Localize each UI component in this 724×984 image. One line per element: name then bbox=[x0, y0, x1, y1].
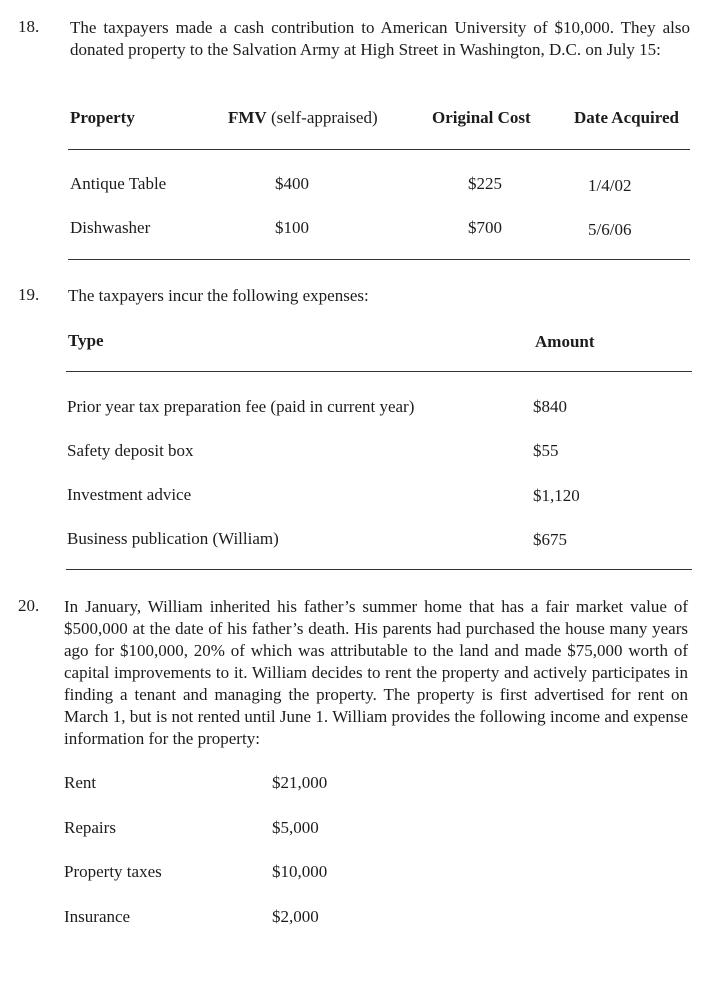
header-fmv-rest: (self-appraised) bbox=[266, 108, 378, 127]
table-18-row-2-date: 5/6/06 bbox=[588, 220, 632, 239]
table-18-row-2-cost: $700 bbox=[468, 218, 502, 237]
table-18-row-2-fmv: $100 bbox=[275, 218, 309, 237]
header-type: Type bbox=[68, 331, 104, 350]
header-property: Property bbox=[70, 108, 135, 127]
table-19-row-1-type: Prior year tax preparation fee (paid in current year) bbox=[67, 397, 415, 416]
table-19-row-4-amount: $675 bbox=[533, 530, 567, 549]
table-19-bottom-rule bbox=[66, 569, 692, 570]
table-18-row-2-property: Dishwasher bbox=[70, 218, 151, 237]
question-18-text: The taxpayers made a cash contribution to American University of $10,000. They also donated property to the Salvation Army at High Street in Washington, D.C. on July 15: bbox=[70, 18, 690, 59]
table-19-row-4-type: Business publication (William) bbox=[67, 529, 279, 548]
table-18-row-1-date: 1/4/02 bbox=[588, 176, 632, 195]
table-18-row-1-cost: $225 bbox=[468, 174, 502, 193]
q20-row-4-amount: $2,000 bbox=[272, 907, 319, 926]
header-original-cost: Original Cost bbox=[432, 108, 531, 127]
table-18-row-1-property: Antique Table bbox=[70, 174, 167, 193]
table-19-row-2-type: Safety deposit box bbox=[67, 441, 194, 460]
header-fmv-bold: FMV bbox=[228, 108, 267, 127]
table-19-header-rule bbox=[66, 371, 692, 372]
table-19-row-3-amount: $1,120 bbox=[533, 486, 580, 505]
q20-row-1-label: Rent bbox=[64, 773, 97, 792]
q20-row-2-amount: $5,000 bbox=[272, 818, 319, 837]
q20-row-3-label: Property taxes bbox=[64, 862, 162, 881]
table-18-row-1-fmv: $400 bbox=[275, 174, 309, 193]
q20-row-2-label: Repairs bbox=[64, 818, 116, 837]
header-date-acquired: Date Acquired bbox=[574, 108, 679, 127]
question-number-20: 20. bbox=[18, 596, 40, 615]
question-number-19: 19. bbox=[18, 285, 40, 304]
question-19-text: The taxpayers incur the following expenses: bbox=[68, 286, 369, 305]
table-19-row-3-type: Investment advice bbox=[67, 485, 192, 504]
table-18-bottom-rule bbox=[68, 259, 690, 260]
question-20-text: In January, William inherited his father’s summer home that has a fair market value of $500,000 at the date of his father’s death. His parents had purchased the house many years ago for $100,000, 20% of which was attributable to the land and made $75,000 worth of capital improvements to it. William decides to rent the property and actively participates in finding a tenant and managing the property. The property is first advertised for rent on March 1, but is not rented until June 1. William provides the following income and expense information for the property: bbox=[64, 597, 688, 748]
question-number-18: 18. bbox=[18, 17, 40, 36]
q20-row-4-label: Insurance bbox=[64, 907, 131, 926]
header-amount: Amount bbox=[535, 332, 595, 351]
table-19-row-1-amount: $840 bbox=[533, 397, 567, 416]
q20-row-1-amount: $21,000 bbox=[272, 773, 328, 792]
header-fmv bbox=[228, 108, 378, 128]
table-19-row-2-amount: $55 bbox=[533, 441, 559, 460]
table-18-header-rule bbox=[68, 149, 690, 150]
q20-row-3-amount: $10,000 bbox=[272, 862, 328, 881]
